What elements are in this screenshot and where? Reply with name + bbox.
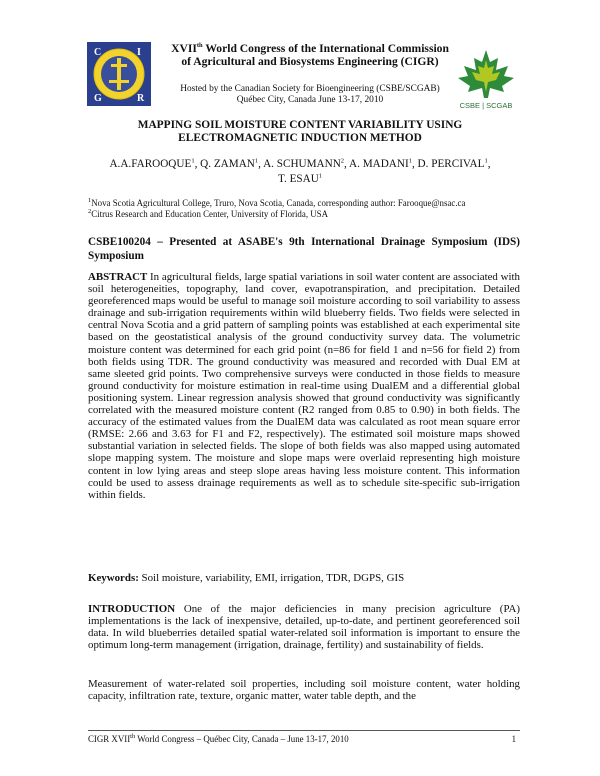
keywords-label: Keywords: (88, 572, 139, 584)
affiliations (88, 198, 528, 220)
abstract-label: ABSTRACT (88, 271, 148, 283)
author: A. SCHUMANN$^2$, (263, 157, 350, 170)
cigr-letter-r: R (137, 93, 145, 104)
congress-title (165, 42, 455, 68)
congress-line2: of Agricultural and Biosystems Engineering (CIGR) (181, 55, 439, 68)
congress-prefix: XVII (171, 42, 197, 55)
congress-sup: th (196, 42, 203, 50)
cigr-letter-g: G (94, 93, 102, 104)
cigr-logo (87, 42, 151, 106)
author: T. ESAU$^1$ (277, 172, 323, 185)
hosted-line1: Hosted by the Canadian Society for Bioengineering (CSBE/SCGAB) (180, 84, 440, 94)
paper-title-line1: MAPPING SOIL MOISTURE CONTENT VARIABILITY USING (137, 119, 463, 131)
introduction-label: INTRODUCTION (88, 603, 176, 615)
csbe-logo-text: CSBE | SCGAB (459, 101, 513, 110)
hosted-line2: Québec City, Canada June 13-17, 2010 (236, 95, 384, 105)
footer-prefix: CIGR XVII (88, 734, 131, 744)
affiliation: $^1$Nova Scotia Agricultural College, Truro, Nova Scotia, Canada, corresponding author: Farooque@nsac.ca (88, 197, 466, 208)
hosted-by (165, 84, 455, 106)
csbe-maple-logo (450, 48, 522, 110)
page-number: 1 (511, 734, 516, 744)
footer-rest: World Congress – Québec City, Canada – June 13-17, 2010 (135, 734, 349, 744)
abstract-text: In agricultural fields, large spatial variations in soil water content are associated with soil heterogeneities, topography, land cover, evapotranspiration, and precipitation. Detailed georeferenced maps would be useful to manage soil moisture according to soil variability to assess drainage and sub-irrigation requirements within wild blueberry fields. Two fields were selected in central Nova Scotia and a grid pattern of sampling points was established at each experimental site based on the geostatistical analysis of the ground conductivity survey data. The volumetric moisture content was determined for each grid point (n=86 for field 1 and n=56 for field 2) from both fields using TDR. The ground conductivity was measured and recorded with Dual EM at same sleeted grid points. Two comprehensive surveys were conducted in those fields to measure ground conductivity for moisture estimation in real-time using DualEM and a differential global positioning system. Linear regression analysis showed that ground conductivity was significantly correlated with the measured moisture content (R2 ranged from 0.85 to 0.90) in both fields. The accuracy of the estimated values from the DualEM data was calculated as root mean square error (RMSE: 2.66 and 3.63 for F1 and F2, respectively). The estimated soil moisture maps showed substantial variation in selected fields. The slope of both fields was also mapped using automated slope mapping system. The moisture and slope maps were overlaid representing high moisture content in low lying areas and steep slope areas having less moisture content. This information could be used to assess drainage requirements as well as to schedule site-specific sub-irrigation within fields. (88, 271, 520, 501)
abstract (88, 271, 520, 501)
author: Q. ZAMAN$^1$, (200, 157, 264, 170)
cigr-letter-i: I (137, 47, 141, 58)
paper-title-line2: ELECTROMAGNETIC INDUCTION METHOD (178, 132, 422, 144)
keywords (88, 572, 520, 584)
author: D. PERCIVAL$^1$, (417, 157, 491, 170)
paper-title (100, 119, 500, 145)
cigr-letter-c: C (94, 47, 102, 58)
footer-sup: th (130, 733, 136, 741)
keywords-text: Soil moisture, variability, EMI, irrigation, TDR, DGPS, GIS (138, 572, 405, 584)
introduction-text: One of the major deficiencies in many precision agriculture (PA) implementations is the lack of inexpensive, detailed, up-to-date, and pertinent georeferenced soil data. In wild blueberries detailed spatial water-related soil information is important to ensure the optimum long-term management (irrigation, drainage, fertility) and sustainability of fields. (88, 603, 520, 652)
introduction (88, 603, 520, 651)
author: A. MADANI$^1$, (349, 157, 418, 170)
presentation-note: CSBE100204 – Presented at ASABE's 9th International Drainage Symposium (IDS) Symposium (88, 236, 520, 262)
author: A.A.FAROOQUE$^1$, (109, 157, 201, 170)
congress-line1: World Congress of the International Commission (202, 42, 449, 55)
author-list (80, 157, 520, 187)
measurement-paragraph: Measurement of water-related soil properties, including soil moisture content, water holding capacity, infiltration rate, texture, organic matter, water table depth, and the (88, 678, 520, 703)
footer-divider (88, 730, 520, 731)
affiliation: $^2$Citrus Research and Education Center, University of Florida, USA (88, 208, 329, 219)
page-footer (88, 734, 520, 745)
